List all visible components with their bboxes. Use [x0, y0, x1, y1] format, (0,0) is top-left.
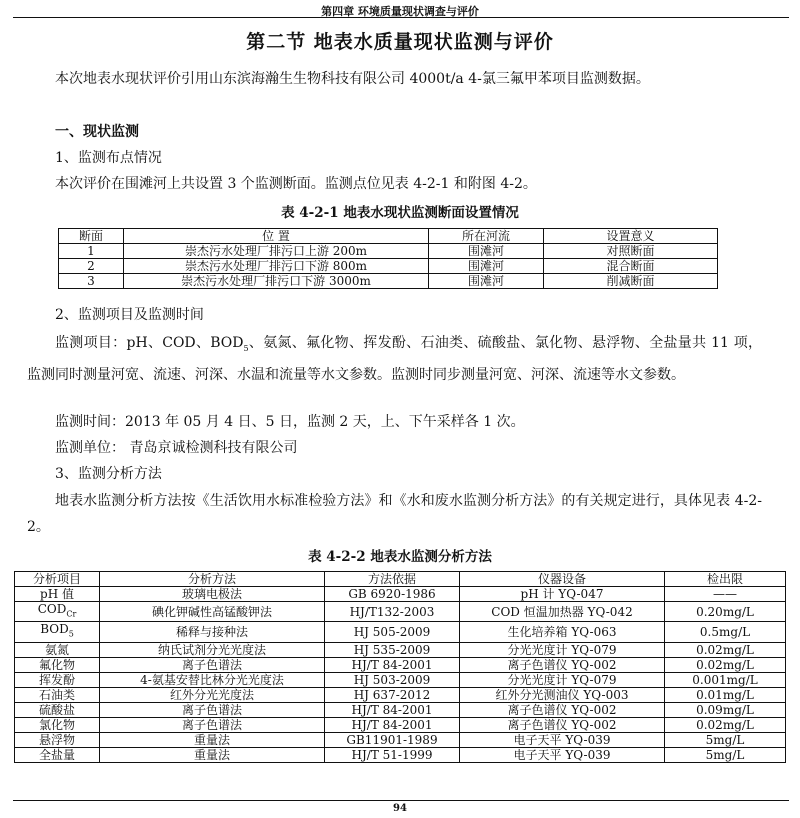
subheading-items-time: 2、监测项目及监测时间: [55, 307, 204, 323]
table-cell: 崇杰污水处理厂排污口上游 200m: [124, 244, 429, 259]
analysis-item-name: 挥发酚: [38, 672, 75, 687]
table-row: [15, 672, 786, 687]
analysis-item-cell: [15, 672, 100, 687]
table-cell: 离子色谱仪 YQ-002: [460, 702, 665, 717]
table-row: [15, 687, 786, 702]
table-cell: HJ/T 84-2001: [325, 717, 460, 732]
analysis-item-name: 石油类: [38, 687, 75, 702]
analysis-item-cell: [15, 747, 100, 762]
table-cell: 0.01mg/L: [665, 687, 786, 702]
analysis-item-cell: [15, 687, 100, 702]
analysis-method-table: [14, 571, 786, 763]
table-cell: 0.02mg/L: [665, 642, 786, 657]
subheading-analysis-methods: 3、监测分析方法: [55, 466, 162, 482]
table-cell: 1: [59, 244, 124, 259]
table-cell: 生化培养箱 YQ-063: [460, 622, 665, 642]
footer-rule: [13, 800, 789, 801]
analysis-item-name: pH 值: [40, 587, 74, 601]
table-cell: 重量法: [100, 732, 325, 747]
table-cell: 围滩河: [429, 259, 544, 274]
table-row: [59, 244, 718, 259]
table-cell: 0.001mg/L: [665, 672, 786, 687]
table-cell: 5mg/L: [665, 747, 786, 762]
table-cell: HJ/T 84-2001: [325, 702, 460, 717]
table-cell: GB11901-1989: [325, 732, 460, 747]
analysis-item-cell: [15, 622, 100, 642]
analysis-item-cell: [15, 732, 100, 747]
table-row: [59, 274, 718, 289]
table-cell: 4-氨基安替比林分光光度法: [100, 672, 325, 687]
analysis-item-name: BOD: [40, 622, 69, 637]
subheading-point-layout: 1、监测布点情况: [55, 150, 162, 166]
table-cell: 对照断面: [544, 244, 718, 259]
table-cell: 崇杰污水处理厂排污口下游 3000m: [124, 274, 429, 289]
analysis-item-name: 全盐量: [38, 747, 75, 762]
table-cell: 电子天平 YQ-039: [460, 732, 665, 747]
table-cell: 分光光度计 YQ-079: [460, 672, 665, 687]
analysis-item-subscript: Cr: [66, 609, 77, 619]
table-cell: HJ 505-2009: [325, 622, 460, 642]
table-cell: 0.5mg/L: [665, 622, 786, 642]
intro-paragraph: 本次地表水现状评价引用山东滨海瀚生生物科技有限公司 4000t/a 4-氯三氟甲苯项目监测数据。: [55, 71, 650, 87]
column-header: 位 置: [124, 229, 429, 244]
monitoring-time-text: 监测时间：2013 年 05 月 4 日、5 日，监测 2 天，上、下午采样各 1 次。: [55, 414, 525, 430]
column-header: 分析方法: [100, 572, 325, 587]
table-row: [15, 747, 786, 762]
analysis-item-cell: [15, 717, 100, 732]
column-header: 分析项目: [15, 572, 100, 587]
column-header: 仪器设备: [460, 572, 665, 587]
table-cell: HJ/T 51-1999: [325, 747, 460, 762]
items-prefix: 监测项目：pH、COD、BOD: [55, 335, 244, 351]
table-row: [59, 259, 718, 274]
table-cell: 混合断面: [544, 259, 718, 274]
page-number: 94: [393, 803, 407, 814]
analysis-item-cell: [15, 587, 100, 602]
table-row: [15, 657, 786, 672]
items-subscript: 5: [243, 343, 249, 353]
table-cell: 0.02mg/L: [665, 717, 786, 732]
table-cell: 离子色谱法: [100, 702, 325, 717]
table-cell: 3: [59, 274, 124, 289]
analysis-item-cell: [15, 602, 100, 622]
table-cell: 0.02mg/L: [665, 657, 786, 672]
analysis-methods-text: 地表水监测分析方法按《生活饮用水标准检验方法》和《水和废水监测分析方法》的有关规定进行，具体见表 4-2-2。: [27, 493, 762, 535]
analysis-item-name: COD: [37, 602, 67, 616]
table-cell: GB 6920-1986: [325, 587, 460, 602]
table-cell: COD 恒温加热器 YQ-042: [460, 602, 665, 622]
table-cell: 分光光度计 YQ-079: [460, 642, 665, 657]
table-row: [15, 702, 786, 717]
table-header-row: [59, 229, 718, 244]
table-cell: 崇杰污水处理厂排污口下游 800m: [124, 259, 429, 274]
table-cell: HJ 503-2009: [325, 672, 460, 687]
table-cell: HJ 637-2012: [325, 687, 460, 702]
table-cell: 5mg/L: [665, 732, 786, 747]
table-cell: 碘化钾碱性高锰酸钾法: [100, 602, 325, 622]
monitoring-unit-text: 监测单位： 青岛京诚检测科技有限公司: [55, 440, 298, 456]
table-cell: 2: [59, 259, 124, 274]
table-cell: 离子色谱法: [100, 717, 325, 732]
analysis-item-name: 硫酸盐: [38, 702, 75, 717]
table-cell: HJ 535-2009: [325, 642, 460, 657]
table-cell: 0.09mg/L: [665, 702, 786, 717]
heading-status-monitoring: 一、现状监测: [55, 124, 139, 140]
table-cell: 0.20mg/L: [665, 602, 786, 622]
column-header: 方法依据: [325, 572, 460, 587]
table-cell: 红外分光光度法: [100, 687, 325, 702]
table-row: [15, 622, 786, 642]
table2-caption: 表 4-2-2 地表水监测分析方法: [308, 549, 492, 565]
column-header: 检出限: [665, 572, 786, 587]
table-cell: pH 计 YQ-047: [460, 587, 665, 602]
items-rest: 、氨氮、氟化物、挥发酚、石油类、硫酸盐、氯化物、悬浮物、全盐量共 11 项，监测同时测量河宽、流速、河深、水温和流量等水文参数。监测时同步测量河宽、河深、流速等水文参数。: [27, 335, 762, 384]
table-cell: 削减断面: [544, 274, 718, 289]
table-cell: 纳氏试剂分光光度法: [100, 642, 325, 657]
column-header: 断面: [59, 229, 124, 244]
analysis-item-subscript: 5: [68, 629, 74, 639]
table-row: [15, 732, 786, 747]
running-header: 第四章 环境质量现状调查与评价: [321, 5, 479, 18]
table-cell: 离子色谱仪 YQ-002: [460, 657, 665, 672]
analysis-item-cell: [15, 657, 100, 672]
table-cell: 电子天平 YQ-039: [460, 747, 665, 762]
column-header: 所在河流: [429, 229, 544, 244]
analysis-item-cell: [15, 702, 100, 717]
table-cell: 稀释与接种法: [100, 622, 325, 642]
analysis-item-name: 氯化物: [38, 717, 75, 732]
analysis-item-name: 氟化物: [38, 657, 75, 672]
table1-caption: 表 4-2-1 地表水现状监测断面设置情况: [281, 205, 519, 221]
analysis-item-name: 氨氮: [44, 642, 69, 657]
table-row: [15, 717, 786, 732]
table-cell: HJ/T 84-2001: [325, 657, 460, 672]
column-header: 设置意义: [544, 229, 718, 244]
header-rule: [13, 17, 789, 18]
monitoring-items-text: [27, 330, 762, 389]
table-cell: 围滩河: [429, 274, 544, 289]
table-cell: 玻璃电极法: [100, 587, 325, 602]
table-cell: 围滩河: [429, 244, 544, 259]
table-row: [15, 587, 786, 602]
table-cell: 红外分光测油仪 YQ-003: [460, 687, 665, 702]
section-title: 第二节 地表水质量现状监测与评价: [246, 31, 554, 53]
table-row: [15, 642, 786, 657]
table-cell: HJ/T132-2003: [325, 602, 460, 622]
table-header-row: [15, 572, 786, 587]
table-cell: 重量法: [100, 747, 325, 762]
monitoring-section-table: [58, 228, 718, 289]
table-row: [15, 602, 786, 622]
point-layout-text: 本次评价在围滩河上共设置 3 个监测断面。监测点位见表 4-2-1 和附图 4-2。: [55, 176, 537, 192]
analysis-item-cell: [15, 642, 100, 657]
table-cell: 离子色谱法: [100, 657, 325, 672]
analysis-item-name: 悬浮物: [38, 732, 75, 747]
table-cell: ——: [665, 587, 786, 602]
table-cell: 离子色谱仪 YQ-002: [460, 717, 665, 732]
